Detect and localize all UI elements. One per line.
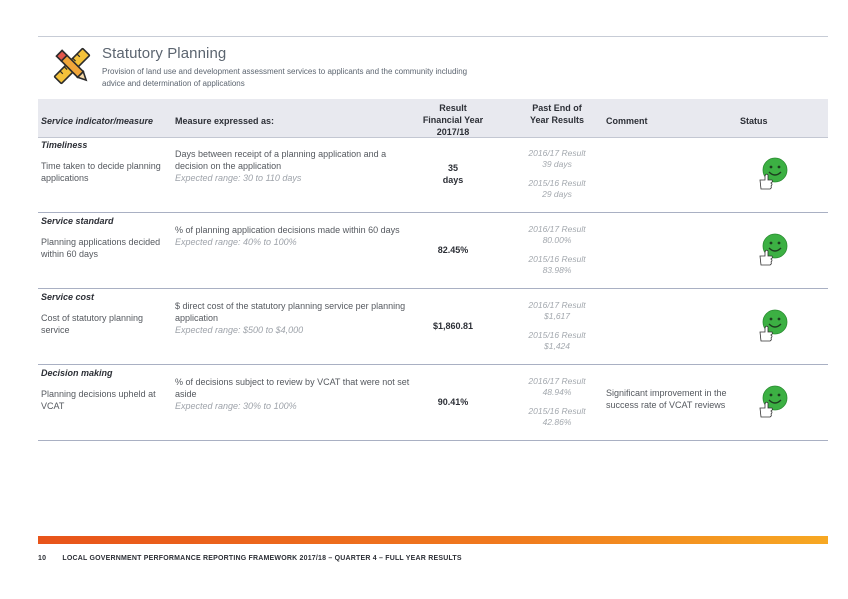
expected-range: Expected range: 40% to 100%: [175, 237, 297, 247]
row-result: 82.45%: [437, 245, 469, 255]
row-category: Service cost: [41, 292, 95, 302]
measure-text: % of planning application decisions made within 60 days: [175, 225, 400, 235]
row-result: $1,860.81: [432, 321, 474, 331]
column-header-comment: Comment: [606, 116, 648, 126]
page-footer: [38, 555, 462, 562]
row-past-results: 2016/17 Result 80.00% 2015/16 Result 83.98%: [528, 224, 586, 275]
row-indicator: Cost of statutory planning service: [41, 313, 144, 335]
row-comment: Significant improvement in the success rate of VCAT reviews: [606, 388, 727, 410]
measure-text: $ direct cost of the statutory planning service per planning application: [175, 301, 406, 323]
expected-range: Expected range: 30 to 110 days: [175, 173, 302, 183]
pencil-ruler-icon: [50, 44, 94, 88]
column-header-status: Status: [740, 116, 768, 126]
table-row: [38, 213, 828, 289]
footer-accent-bar: [38, 536, 828, 544]
row-measure: [175, 148, 420, 184]
measure-text: Days between receipt of a planning application and a decision on the application: [175, 149, 387, 171]
row-category: Decision making: [41, 368, 113, 378]
expected-range: Expected range: 30% to 100%: [175, 401, 297, 411]
section-description: Provision of land use and development assessment services to applicants and the community including advice and determination of applications: [102, 67, 468, 88]
measure-text: % of decisions subject to review by VCAT that were not set aside: [175, 377, 410, 399]
section-header: [50, 44, 810, 94]
row-result: 90.41%: [437, 397, 469, 407]
row-indicator: Planning decisions upheld at VCAT: [41, 389, 156, 411]
smiley-thumbs-up-icon: [756, 232, 790, 270]
table-header: [38, 99, 828, 138]
row-past-results: 2016/17 Result 48.94% 2015/16 Result 42.86%: [528, 376, 586, 427]
smiley-thumbs-up-icon: [756, 156, 790, 194]
row-result: 35 days: [442, 163, 464, 185]
row-category: Timeliness: [41, 140, 88, 150]
expected-range: Expected range: $500 to $4,000: [175, 325, 304, 335]
column-header-result: Result Financial Year 2017/18: [422, 103, 484, 137]
row-measure: [175, 300, 420, 336]
table-row: [38, 365, 828, 441]
row-past-results: 2016/17 Result 39 days 2015/16 Result 29 days: [528, 148, 586, 199]
column-header-past-results: Past End of Year Results: [529, 103, 585, 125]
table-row: [38, 289, 828, 365]
table-row: [38, 137, 828, 213]
page-title: Statutory Planning: [102, 45, 227, 62]
row-past-results: 2016/17 Result $1,617 2015/16 Result $1,424: [528, 300, 586, 351]
row-indicator: Planning applications decided within 60 days: [41, 237, 161, 259]
page-number: 10: [38, 555, 47, 562]
smiley-thumbs-up-icon: [756, 384, 790, 422]
row-measure: [175, 376, 420, 412]
top-divider: [38, 36, 828, 37]
column-header-indicator: Service indicator/measure: [41, 116, 154, 126]
row-indicator: Time taken to decide planning applications: [41, 161, 161, 183]
row-measure: [175, 224, 420, 248]
column-header-measure: Measure expressed as:: [175, 116, 275, 126]
smiley-thumbs-up-icon: [756, 308, 790, 346]
row-category: Service standard: [41, 216, 114, 226]
footer-text: LOCAL GOVERNMENT PERFORMANCE REPORTING FRAMEWORK 2017/18 – QUARTER 4 – FULL YEAR RESULTS: [62, 555, 462, 562]
